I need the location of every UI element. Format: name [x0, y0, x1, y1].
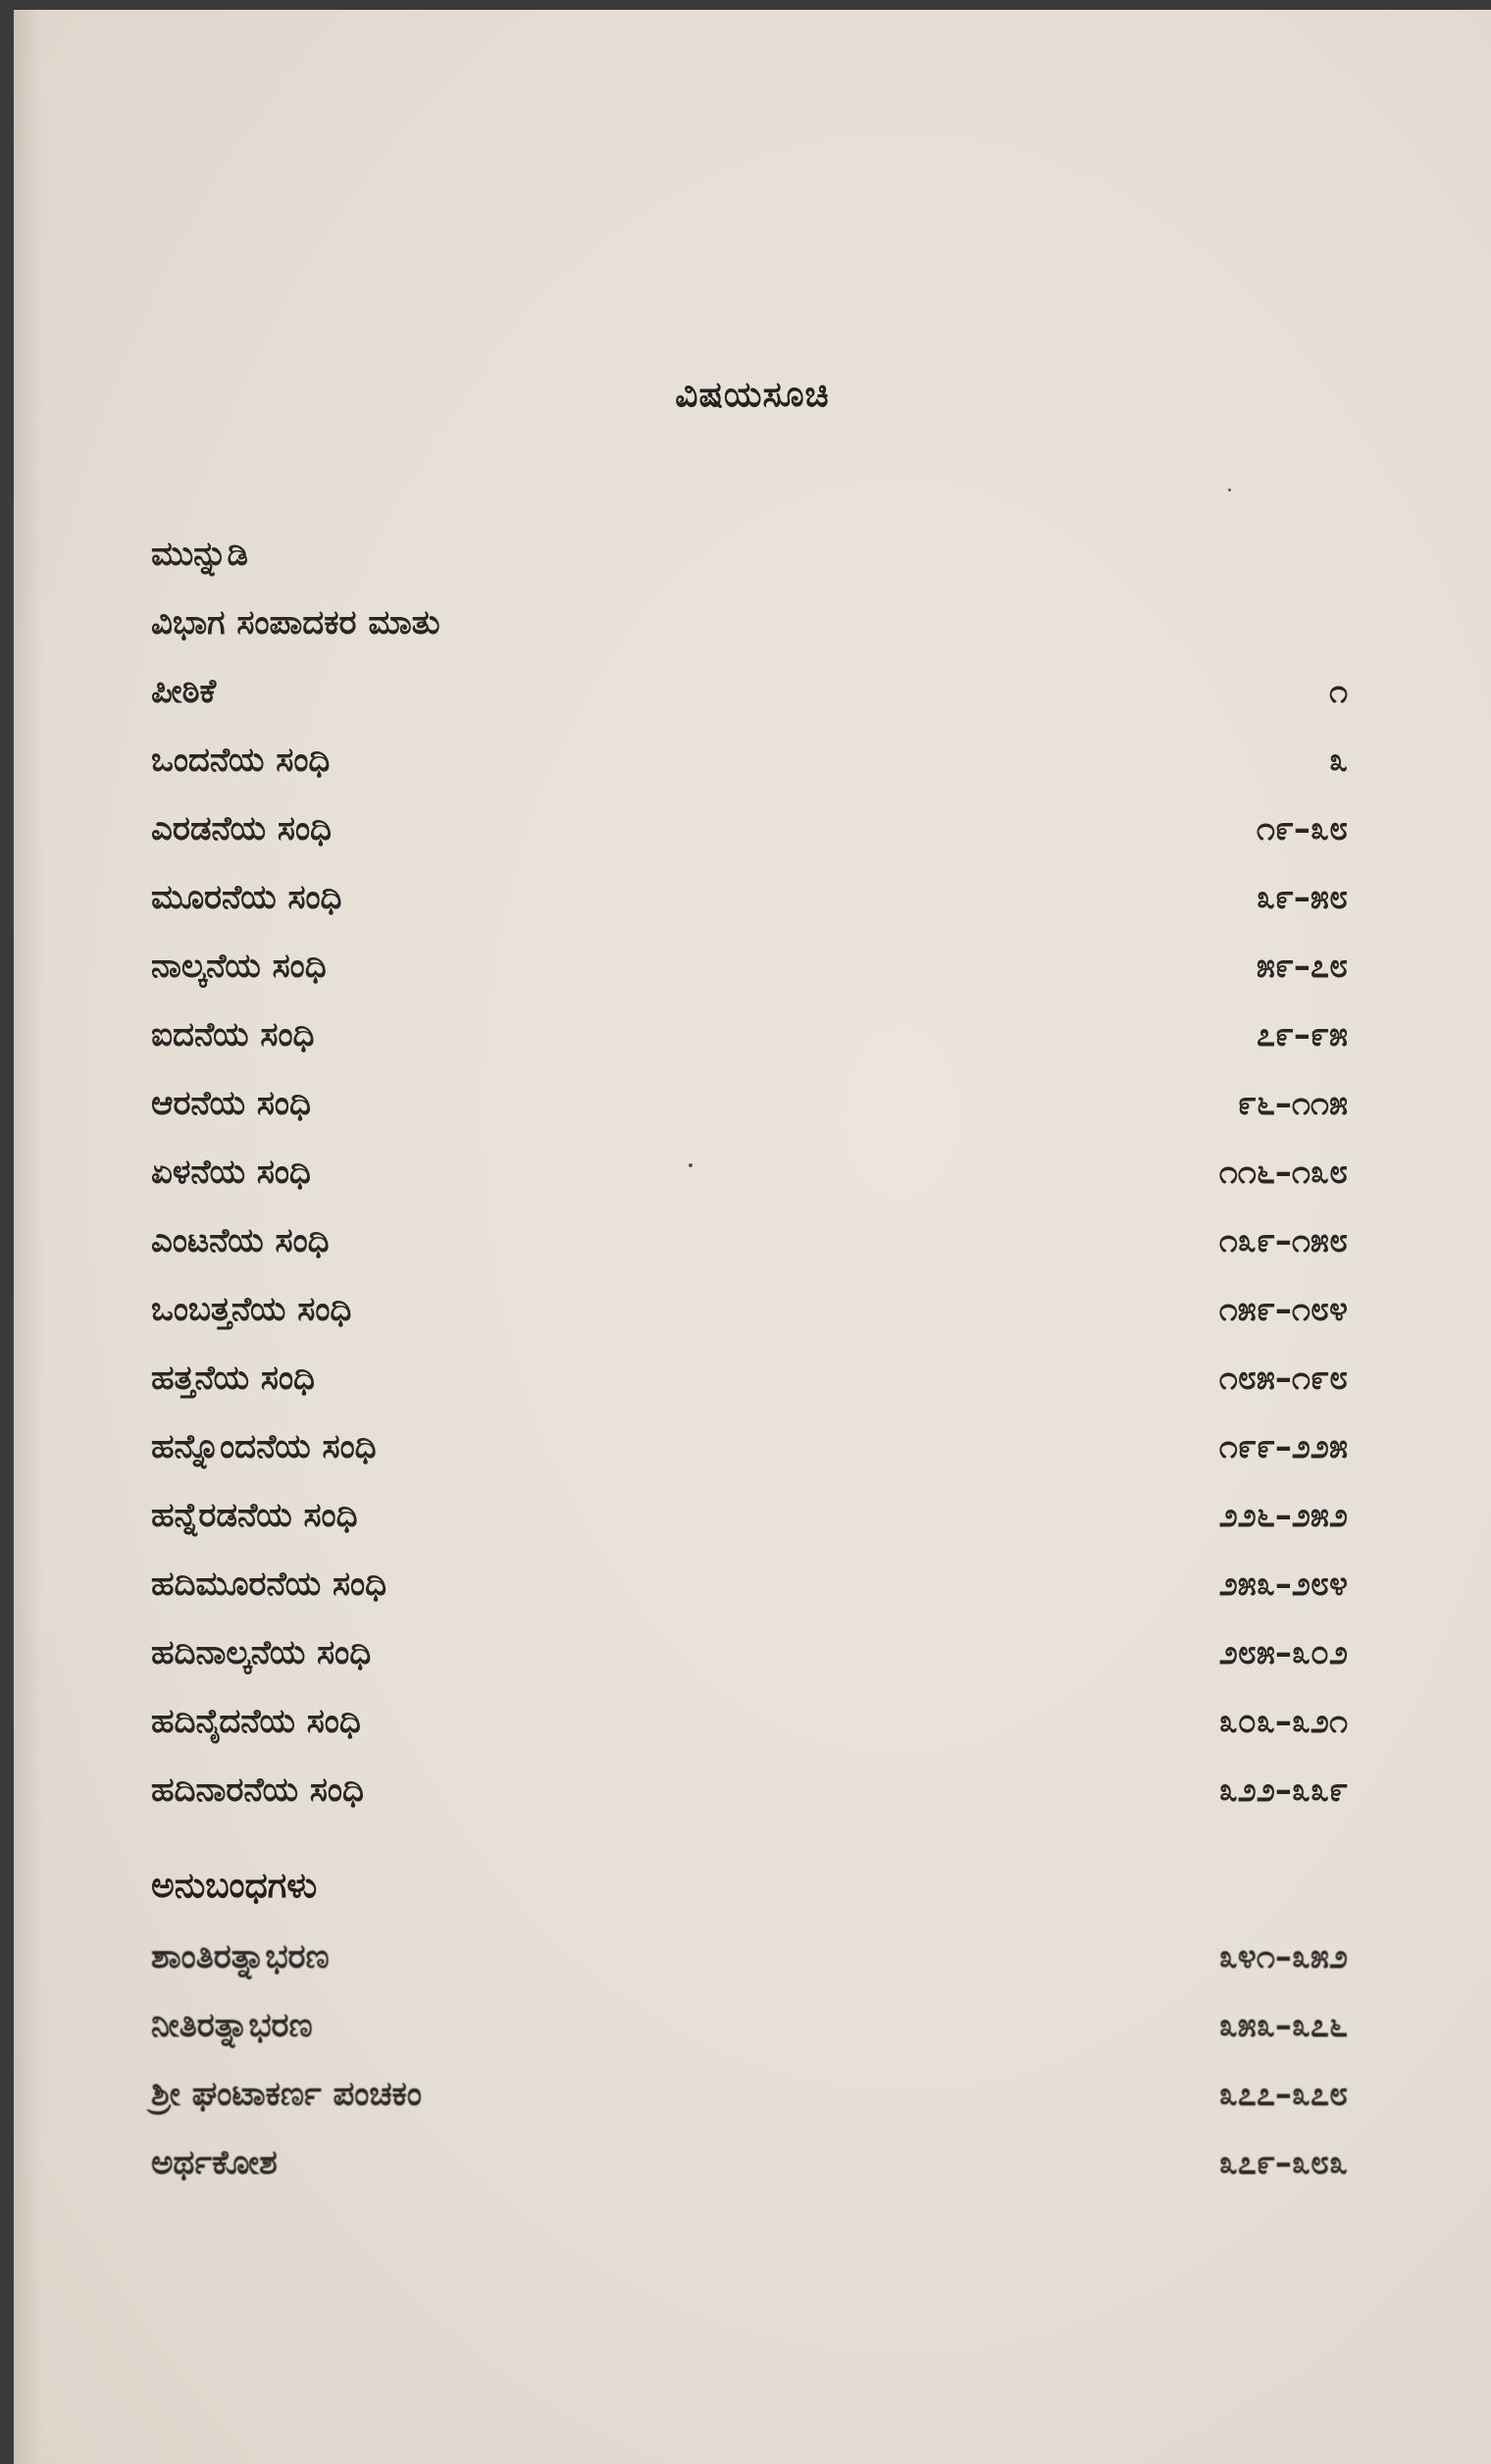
toc-row	[151, 1923, 1348, 1991]
toc-row-pages: ೧೧೬–೧೩೮	[1218, 1153, 1348, 1192]
toc-row-pages: ೫೯–೭೮	[1256, 947, 1348, 986]
toc-row-pages: ೩೭೯–೩೮೩	[1218, 2143, 1348, 2182]
toc-row	[151, 1481, 1348, 1550]
toc-row-label: ಪೀಠಿಕೆ	[151, 672, 217, 711]
toc-row-label: ನೀತಿರತ್ನಾಭರಣ	[151, 2006, 313, 2045]
toc-row-pages: ೧೮೫–೧೯೮	[1218, 1359, 1348, 1398]
section-spacer	[151, 1824, 1348, 1850]
toc-row-label: ಐದನೆಯ ಸಂಧಿ	[151, 1015, 315, 1054]
toc-row	[151, 932, 1348, 1001]
toc-row	[151, 1412, 1348, 1481]
toc-row-pages: ೧೯೯–೨೨೫	[1218, 1427, 1348, 1466]
toc-row-label: ಹದಿಮೂರನೆಯ ಸಂಧಿ	[151, 1565, 387, 1604]
book-page	[14, 10, 1491, 2464]
toc-row-label: ಶ್ರೀ ಘಂಟಾಕರ್ಣ ಪಂಚಕಂ	[151, 2075, 422, 2114]
toc-row-pages: ೩೨೨–೩೩೯	[1218, 1771, 1348, 1810]
toc-row	[151, 1687, 1348, 1756]
toc-row-label: ಮುನ್ನುಡಿ	[151, 535, 248, 574]
toc-row	[151, 2129, 1348, 2197]
toc-row	[151, 1001, 1348, 1069]
toc-row	[151, 1138, 1348, 1206]
paper-speck	[689, 1163, 693, 1167]
toc-row-pages: ೧೯–೩೮	[1256, 809, 1348, 848]
toc-row-pages: ೭೯–೯೫	[1256, 1015, 1348, 1054]
toc-row-label: ಹದಿನಾಲ್ಕನೆಯ ಸಂಧಿ	[151, 1633, 372, 1672]
toc-row-pages: ೨೫೩–೨೮೪	[1218, 1565, 1348, 1604]
toc-row-label: ಏಳನೆಯ ಸಂಧಿ	[151, 1153, 311, 1192]
toc-row-pages: ೩೪೧–೩೫೨	[1218, 1937, 1348, 1976]
toc-row	[151, 520, 1348, 589]
toc-row-pages: ೩೭೭–೩೭೮	[1218, 2075, 1348, 2114]
toc-row	[151, 1069, 1348, 1138]
toc-row-label: ಹತ್ತನೆಯ ಸಂಧಿ	[151, 1359, 315, 1398]
toc-row-pages: ೩೫೩–೩೭೬	[1218, 2006, 1348, 2045]
toc-row	[151, 1275, 1348, 1344]
appendix-list	[151, 1923, 1348, 2197]
toc-row-label: ವಿಭಾಗ ಸಂಪಾದಕರ ಮಾತು	[151, 603, 440, 642]
toc-row	[151, 2060, 1348, 2129]
toc-row-label: ಒಂದನೆಯ ಸಂಧಿ	[151, 741, 331, 780]
toc-row	[151, 863, 1348, 932]
toc-row	[151, 1550, 1348, 1618]
toc-row-pages: ೧೩೯–೧೫೮	[1218, 1221, 1348, 1260]
toc-row	[151, 1756, 1348, 1824]
toc-row-label: ಒಂಬತ್ತನೆಯ ಸಂಧಿ	[151, 1290, 352, 1329]
toc-row-pages: ೧	[1328, 672, 1348, 711]
toc-row	[151, 1344, 1348, 1412]
toc-row-pages: ೯೬–೧೧೫	[1237, 1084, 1348, 1123]
toc-row-label: ಎರಡನೆಯ ಸಂಧಿ	[151, 809, 332, 848]
toc-row-pages: ೨೨೬–೨೫೨	[1218, 1496, 1348, 1535]
appendix-heading: ಅನುಬಂಧಗಳು	[151, 1866, 318, 1906]
toc-row-label: ಎಂಟನೆಯ ಸಂಧಿ	[151, 1221, 330, 1260]
toc-row	[151, 1618, 1348, 1687]
table-of-contents	[151, 520, 1348, 2197]
toc-row	[151, 589, 1348, 657]
toc-row	[151, 1206, 1348, 1275]
toc-row	[151, 657, 1348, 726]
toc-row-pages: ೧೫೯–೧೮೪	[1218, 1290, 1348, 1329]
toc-row-label: ಆರನೆಯ ಸಂಧಿ	[151, 1084, 311, 1123]
toc-row-pages: ೨೮೫–೩೦೨	[1218, 1633, 1348, 1672]
toc-row-label: ಅರ್ಥಕೋಶ	[151, 2143, 278, 2182]
toc-row-label: ಹದಿನೈದನೆಯ ಸಂಧಿ	[151, 1702, 361, 1741]
toc-row-label: ಶಾಂತಿರತ್ನಾಭರಣ	[151, 1937, 330, 1976]
toc-row-label: ಮೂರನೆಯ ಸಂಧಿ	[151, 878, 342, 917]
toc-row	[151, 726, 1348, 795]
toc-row	[151, 1991, 1348, 2060]
toc-row	[151, 795, 1348, 863]
toc-row-pages: ೩೯–೫೮	[1256, 878, 1348, 917]
toc-row-label: ಹನ್ನೊಂದನೆಯ ಸಂಧಿ	[151, 1427, 377, 1466]
toc-row-pages: ೩	[1328, 741, 1348, 780]
paper-speck	[1228, 488, 1231, 491]
toc-row-pages: ೩೦೩–೩೨೧	[1218, 1702, 1348, 1741]
page-title: ವಿಷಯಸೂಚಿ	[675, 375, 830, 415]
toc-row-label: ಹನ್ನೆರಡನೆಯ ಸಂಧಿ	[151, 1496, 358, 1535]
toc-row-label: ನಾಲ್ಕನೆಯ ಸಂಧಿ	[151, 947, 327, 986]
toc-row-label: ಹದಿನಾರನೆಯ ಸಂಧಿ	[151, 1771, 364, 1810]
